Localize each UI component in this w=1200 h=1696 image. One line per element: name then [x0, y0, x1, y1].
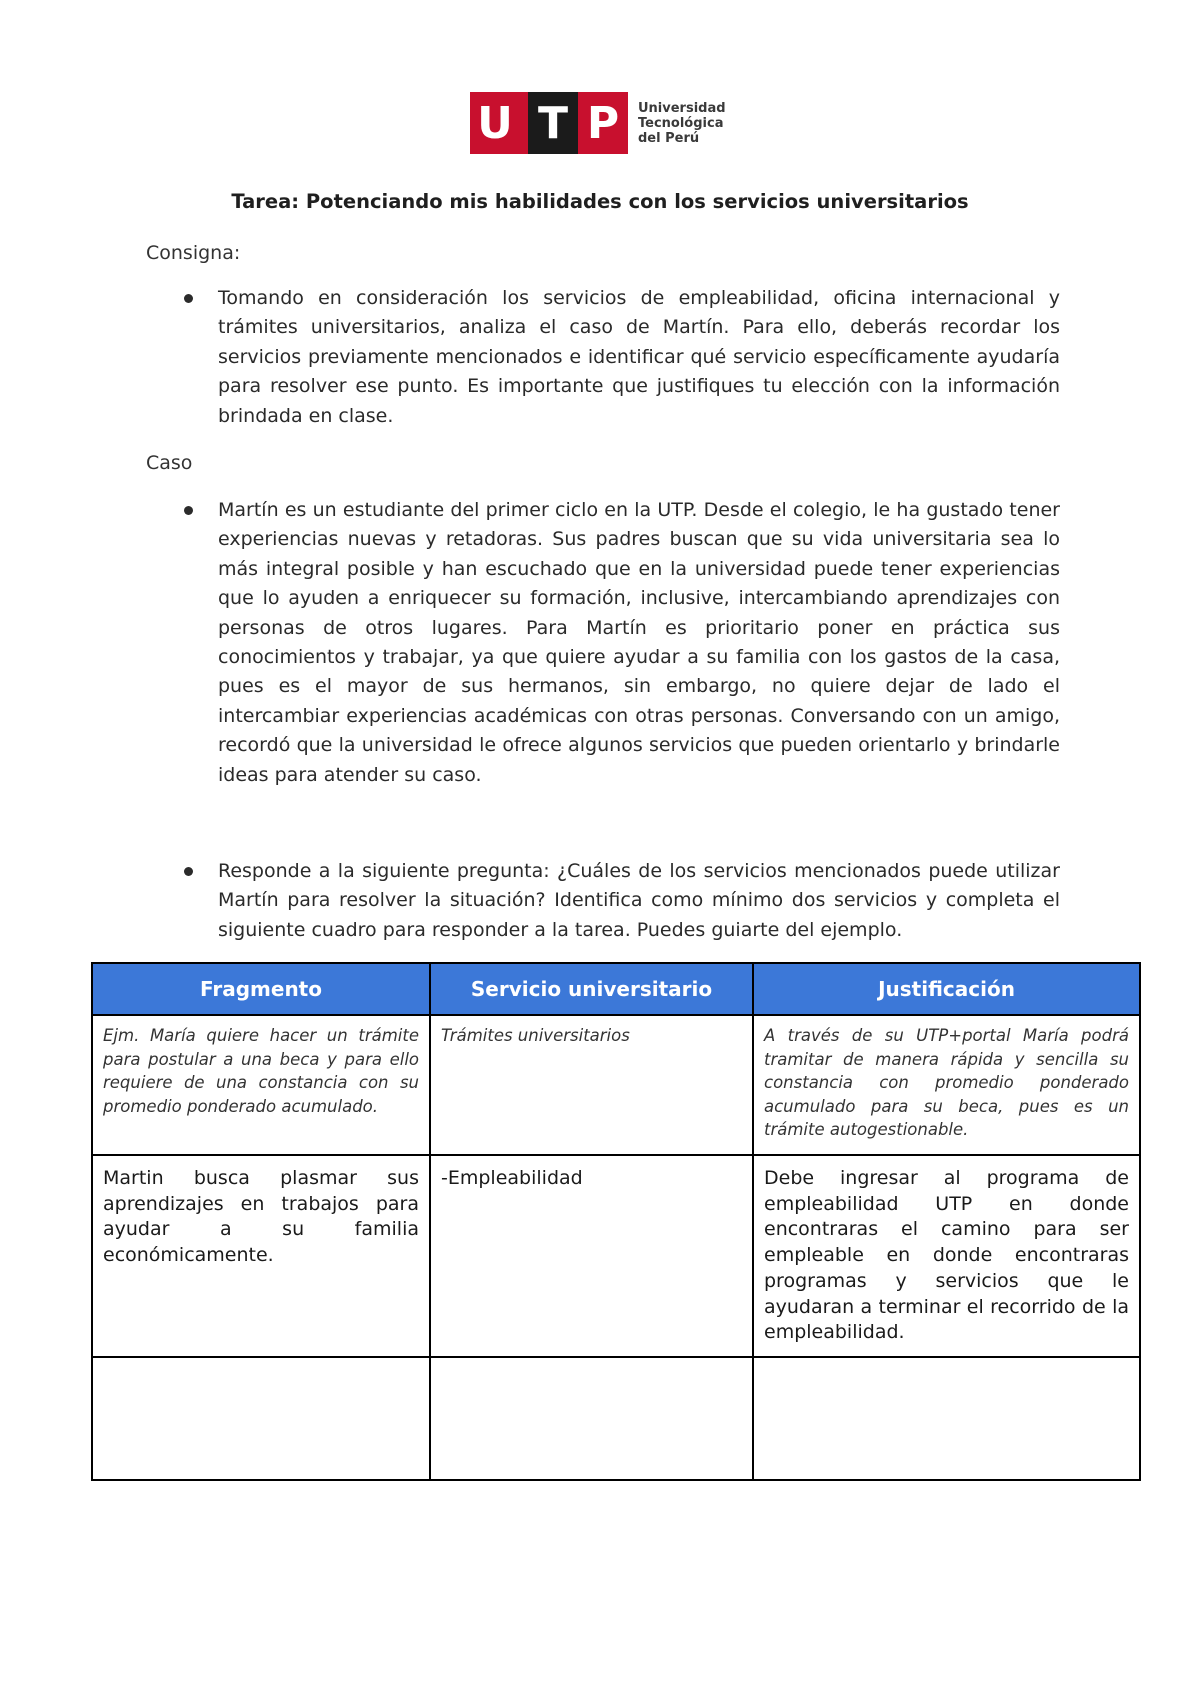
empty-justificacion-cell[interactable]	[753, 1357, 1140, 1480]
bullet-icon	[184, 867, 193, 876]
consigna-label: Consigna:	[146, 242, 241, 264]
example-justificacion: A través de su UTP+portal María podrá tramitar de manera rápida y sencilla su constancia con promedio ponderado acumulado para su beca, pues es un trámite autogestionable.	[753, 1015, 1140, 1155]
pregunta-text: Responde a la siguiente pregunta: ¿Cuáles de los servicios mencionados puede utilizar Martín para resolver la situación? Identifica como mínimo dos servicios y completa el siguiente cuadro para responder a la tarea. Puedes guiarte del ejemplo.	[218, 860, 1060, 941]
table-row-answer	[92, 1155, 1140, 1357]
header-servicio: Servicio universitario	[430, 963, 753, 1015]
logo-letter-spacer	[520, 92, 528, 154]
logo-letter-u: U	[470, 92, 520, 154]
example-servicio: Trámites universitarios	[430, 1015, 753, 1155]
header-justificacion: Justificación	[753, 963, 1140, 1015]
consigna-text: Tomando en consideración los servicios de empleabilidad, oficina internacional y trámites universitarios, analiza el caso de Martín. Para ello, deberás recordar los servicios previamente mencionados e identificar qué servicio específicamente ayudaría para resolver ese punto. Es importante que justifiques tu elección con la información brindada en clase.	[218, 287, 1060, 427]
header-fragmento: Fragmento	[92, 963, 430, 1015]
table-header-row	[92, 963, 1140, 1015]
caso-label: Caso	[146, 452, 193, 474]
logo-text-line3: del Perú	[638, 130, 700, 146]
answer-justificacion[interactable]: Debe ingresar al programa de empleabilidad UTP en donde encontraras el camino para ser empleable en donde encontraras programas y servicios que le ayudaran a terminar el recorrido de la empleabilidad.	[753, 1155, 1140, 1357]
table-row-example	[92, 1015, 1140, 1155]
table-row-empty	[92, 1357, 1140, 1480]
page-title: Tarea: Potenciando mis habilidades con los servicios universitarios	[231, 190, 969, 213]
logo-letter-t: T	[528, 92, 578, 154]
empty-fragmento-cell[interactable]	[92, 1357, 430, 1480]
bullet-icon	[184, 294, 193, 303]
answer-fragmento[interactable]: Martin busca plasmar sus aprendizajes en trabajos para ayudar a su familia económicamente.	[92, 1155, 430, 1357]
logo-text-line1: Universidad	[638, 100, 726, 116]
empty-servicio-cell[interactable]	[430, 1357, 753, 1480]
logo-letters	[470, 92, 628, 154]
response-table	[91, 962, 1141, 1481]
caso-bullet	[184, 496, 1060, 790]
utp-logo	[470, 92, 726, 154]
caso-text: Martín es un estudiante del primer ciclo en la UTP. Desde el colegio, le ha gustado tener experiencias nuevas y retadoras. Sus padres buscan que su vida universitaria sea lo más integral posible y han escuchado que en la universidad puede tener experiencias que lo ayuden a enriquecer su formación, inclusive, intercambiando aprendizajes con personas de otros lugares. Para Martín es prioritario poner en práctica sus conocimientos y trabajar, ya que quiere ayudar a su familia con los gastos de la casa, pues es el mayor de sus hermanos, sin embargo, no quiere dejar de lado el intercambiar experiencias académicas con otras personas. Conversando con un amigo, recordó que la universidad le ofrece algunos servicios que pueden orientarlo y brindarle ideas para atender su caso.	[218, 499, 1060, 786]
answer-servicio[interactable]: -Empleabilidad	[430, 1155, 753, 1357]
example-fragmento: Ejm. María quiere hacer un trámite para postular a una beca y para ello requiere de una constancia con su promedio ponderado acumulado.	[92, 1015, 430, 1155]
pregunta-bullet	[184, 857, 1060, 945]
logo-letter-p: P	[578, 92, 628, 154]
logo-university-name	[638, 101, 726, 146]
bullet-icon	[184, 506, 193, 515]
consigna-bullet	[184, 284, 1060, 431]
logo-text-line2: Tecnológica	[638, 115, 724, 131]
